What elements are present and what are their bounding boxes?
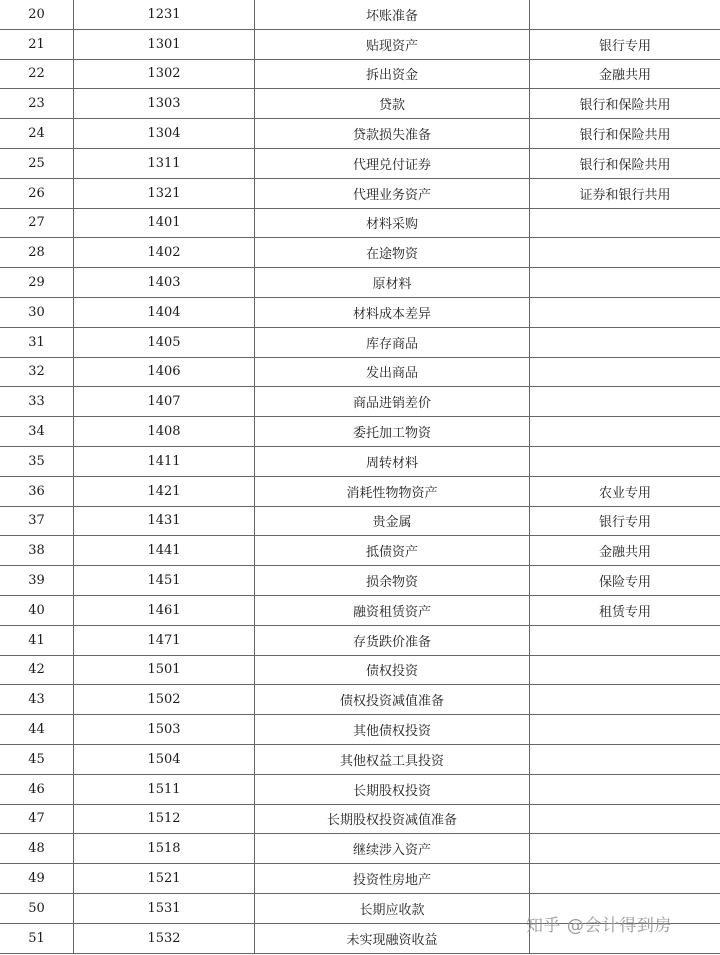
row-number-cell: 51 — [0, 923, 74, 953]
row-number-cell: 25 — [0, 148, 74, 178]
account-note-cell — [530, 417, 720, 447]
table-row — [0, 238, 720, 268]
account-code-cell: 1311 — [74, 148, 255, 178]
table-row — [0, 774, 720, 804]
account-name-cell: 融资租赁资产 — [255, 595, 530, 625]
account-note-cell — [530, 208, 720, 238]
account-name-cell: 长期股权投资 — [255, 774, 530, 804]
account-name-cell: 代理业务资产 — [255, 178, 530, 208]
account-name-cell: 存货跌价准备 — [255, 625, 530, 655]
row-number-cell: 42 — [0, 655, 74, 685]
table-row — [0, 595, 720, 625]
account-note-cell — [530, 357, 720, 387]
account-note-cell: 农业专用 — [530, 476, 720, 506]
account-note-cell — [530, 804, 720, 834]
account-name-cell: 长期应收款 — [255, 893, 530, 923]
account-name-cell: 长期股权投资减值准备 — [255, 804, 530, 834]
row-number-cell: 20 — [0, 0, 74, 29]
row-number-cell: 23 — [0, 89, 74, 119]
account-code-cell: 1504 — [74, 744, 255, 774]
account-name-cell: 发出商品 — [255, 357, 530, 387]
account-note-cell — [530, 685, 720, 715]
table-row — [0, 536, 720, 566]
account-name-cell: 债权投资 — [255, 655, 530, 685]
account-code-cell: 1501 — [74, 655, 255, 685]
account-note-cell — [530, 327, 720, 357]
account-note-cell — [530, 744, 720, 774]
account-code-cell: 1411 — [74, 446, 255, 476]
row-number-cell: 32 — [0, 357, 74, 387]
table-row — [0, 0, 720, 29]
account-name-cell: 抵债资产 — [255, 536, 530, 566]
table-row — [0, 89, 720, 119]
account-note-cell — [530, 446, 720, 476]
account-code-cell: 1231 — [74, 0, 255, 29]
table-row — [0, 208, 720, 238]
account-code-cell: 1471 — [74, 625, 255, 655]
row-number-cell: 38 — [0, 536, 74, 566]
account-note-cell: 银行和保险共用 — [530, 89, 720, 119]
row-number-cell: 27 — [0, 208, 74, 238]
account-name-cell: 消耗性物物资产 — [255, 476, 530, 506]
table-row — [0, 655, 720, 685]
account-name-cell: 贵金属 — [255, 506, 530, 536]
table-row — [0, 59, 720, 89]
account-code-cell: 1531 — [74, 893, 255, 923]
row-number-cell: 44 — [0, 715, 74, 745]
table-row — [0, 804, 720, 834]
table-row — [0, 417, 720, 447]
table-row — [0, 268, 720, 298]
account-code-cell: 1402 — [74, 238, 255, 268]
row-number-cell: 22 — [0, 59, 74, 89]
table-row — [0, 864, 720, 894]
account-code-cell: 1304 — [74, 119, 255, 149]
row-number-cell: 33 — [0, 387, 74, 417]
table-row — [0, 566, 720, 596]
account-code-cell: 1461 — [74, 595, 255, 625]
row-number-cell: 34 — [0, 417, 74, 447]
account-code-cell: 1407 — [74, 387, 255, 417]
row-number-cell: 36 — [0, 476, 74, 506]
account-code-cell: 1502 — [74, 685, 255, 715]
table-row — [0, 506, 720, 536]
account-name-cell: 贴现资产 — [255, 29, 530, 59]
table-row — [0, 744, 720, 774]
account-code-cell: 1301 — [74, 29, 255, 59]
account-note-cell — [530, 655, 720, 685]
watermark: 知乎 @会计得到房 — [526, 916, 672, 936]
account-code-cell: 1321 — [74, 178, 255, 208]
account-note-cell — [530, 387, 720, 417]
table-row — [0, 29, 720, 59]
account-note-cell — [530, 0, 720, 29]
account-name-cell: 委托加工物资 — [255, 417, 530, 447]
account-code-cell: 1406 — [74, 357, 255, 387]
account-name-cell: 在途物资 — [255, 238, 530, 268]
account-code-cell: 1503 — [74, 715, 255, 745]
account-code-cell: 1451 — [74, 566, 255, 596]
row-number-cell: 24 — [0, 119, 74, 149]
account-note-cell — [530, 297, 720, 327]
account-note-cell: 金融共用 — [530, 59, 720, 89]
row-number-cell: 49 — [0, 864, 74, 894]
table-row — [0, 327, 720, 357]
account-note-cell — [530, 268, 720, 298]
row-number-cell: 45 — [0, 744, 74, 774]
account-name-cell: 材料采购 — [255, 208, 530, 238]
table-row — [0, 715, 720, 745]
table-row — [0, 834, 720, 864]
row-number-cell: 37 — [0, 506, 74, 536]
account-note-cell — [530, 774, 720, 804]
row-number-cell: 26 — [0, 178, 74, 208]
account-code-cell: 1431 — [74, 506, 255, 536]
account-name-cell: 贷款损失准备 — [255, 119, 530, 149]
account-code-cell: 1511 — [74, 774, 255, 804]
table-row — [0, 119, 720, 149]
table-row — [0, 625, 720, 655]
account-name-cell: 其他债权投资 — [255, 715, 530, 745]
row-number-cell: 47 — [0, 804, 74, 834]
row-number-cell: 29 — [0, 268, 74, 298]
table-row — [0, 446, 720, 476]
account-name-cell: 材料成本差异 — [255, 297, 530, 327]
account-name-cell: 投资性房地产 — [255, 864, 530, 894]
row-number-cell: 48 — [0, 834, 74, 864]
account-note-cell: 证券和银行共用 — [530, 178, 720, 208]
account-code-cell: 1302 — [74, 59, 255, 89]
row-number-cell: 40 — [0, 595, 74, 625]
table-row — [0, 297, 720, 327]
row-number-cell: 39 — [0, 566, 74, 596]
table-row — [0, 148, 720, 178]
account-note-cell: 金融共用 — [530, 536, 720, 566]
account-code-cell: 1303 — [74, 89, 255, 119]
table-row — [0, 476, 720, 506]
account-code-cell: 1401 — [74, 208, 255, 238]
account-code-cell: 1532 — [74, 923, 255, 953]
row-number-cell: 43 — [0, 685, 74, 715]
account-code-cell: 1421 — [74, 476, 255, 506]
account-code-cell: 1408 — [74, 417, 255, 447]
account-note-cell: 银行专用 — [530, 29, 720, 59]
account-note-cell — [530, 715, 720, 745]
account-name-cell: 债权投资减值准备 — [255, 685, 530, 715]
account-code-cell: 1441 — [74, 536, 255, 566]
table-row — [0, 178, 720, 208]
account-note-cell: 保险专用 — [530, 566, 720, 596]
account-name-cell: 其他权益工具投资 — [255, 744, 530, 774]
row-number-cell: 31 — [0, 327, 74, 357]
account-name-cell: 坏账准备 — [255, 0, 530, 29]
row-number-cell: 30 — [0, 297, 74, 327]
account-note-cell: 银行和保险共用 — [530, 148, 720, 178]
account-note-cell — [530, 238, 720, 268]
account-name-cell: 继续涉入资产 — [255, 834, 530, 864]
account-note-cell: 租赁专用 — [530, 595, 720, 625]
account-code-cell: 1521 — [74, 864, 255, 894]
table-row — [0, 387, 720, 417]
account-name-cell: 周转材料 — [255, 446, 530, 476]
account-code-cell: 1404 — [74, 297, 255, 327]
account-note-cell — [530, 864, 720, 894]
account-code-cell: 1518 — [74, 834, 255, 864]
account-note-cell: 银行专用 — [530, 506, 720, 536]
row-number-cell: 41 — [0, 625, 74, 655]
account-code-cell: 1403 — [74, 268, 255, 298]
row-number-cell: 35 — [0, 446, 74, 476]
account-note-cell — [530, 834, 720, 864]
account-code-cell: 1512 — [74, 804, 255, 834]
account-note-cell: 银行和保险共用 — [530, 119, 720, 149]
account-name-cell: 代理兑付证券 — [255, 148, 530, 178]
account-name-cell: 拆出资金 — [255, 59, 530, 89]
table-row — [0, 685, 720, 715]
row-number-cell: 21 — [0, 29, 74, 59]
row-number-cell: 28 — [0, 238, 74, 268]
account-note-cell — [530, 625, 720, 655]
account-name-cell: 未实现融资收益 — [255, 923, 530, 953]
account-name-cell: 原材料 — [255, 268, 530, 298]
row-number-cell: 46 — [0, 774, 74, 804]
account-name-cell: 贷款 — [255, 89, 530, 119]
account-code-cell: 1405 — [74, 327, 255, 357]
account-name-cell: 商品进销差价 — [255, 387, 530, 417]
account-name-cell: 库存商品 — [255, 327, 530, 357]
account-name-cell: 损余物资 — [255, 566, 530, 596]
row-number-cell: 50 — [0, 893, 74, 923]
table-row — [0, 357, 720, 387]
